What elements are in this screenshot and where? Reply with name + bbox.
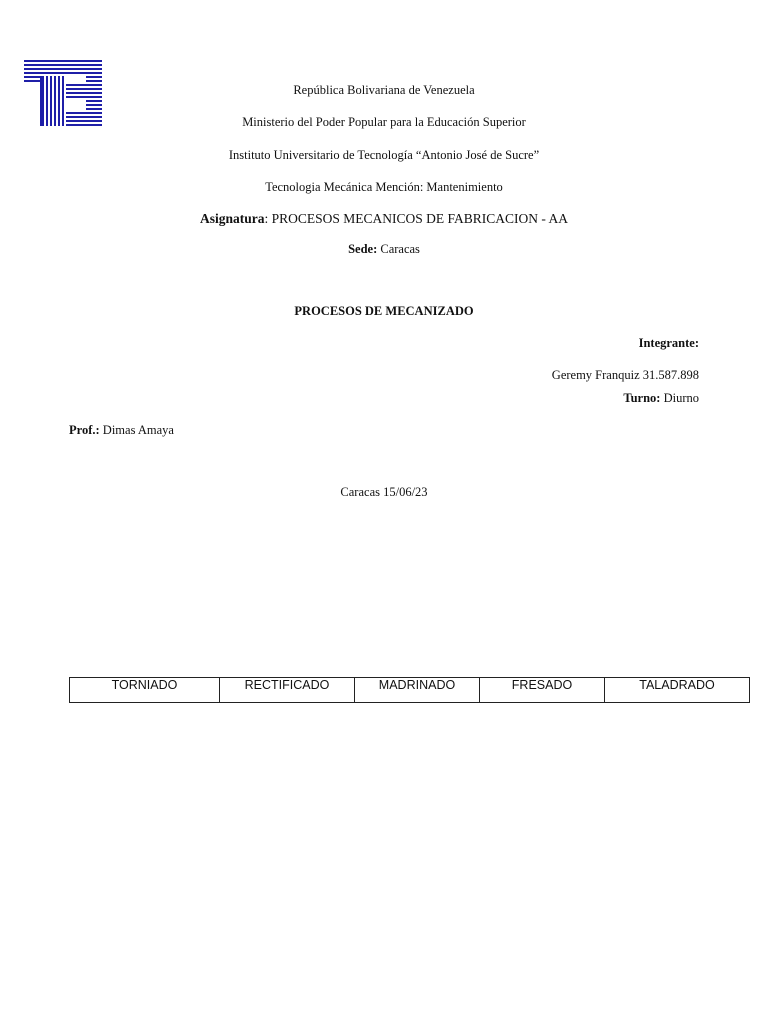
table-cell-madrinado: MADRINADO bbox=[355, 678, 480, 703]
document-title: PROCESOS DE MECANIZADO bbox=[294, 304, 474, 318]
sede-value: Caracas bbox=[377, 242, 420, 256]
table-cell-taladrado: TALADRADO bbox=[605, 678, 750, 703]
asignatura-line bbox=[0, 211, 768, 227]
integrante-name: Geremy Franquiz 31.587.898 bbox=[551, 368, 699, 382]
sede-label: Sede: bbox=[348, 242, 378, 256]
sede-line bbox=[0, 242, 768, 257]
table-cell-rectificado: RECTIFICADO bbox=[220, 678, 355, 703]
asignatura-value: : PROCESOS MECANICOS DE FABRICACION - AA bbox=[264, 211, 569, 226]
prof-label: Prof.: bbox=[69, 423, 100, 437]
header-country: República Bolivariana de Venezuela bbox=[293, 83, 475, 97]
header-institute: Instituto Universitario de Tecnología “Antonio José de Sucre” bbox=[228, 148, 540, 162]
table-row bbox=[70, 678, 750, 703]
turno-line bbox=[623, 391, 699, 406]
table-cell-fresado: FRESADO bbox=[480, 678, 605, 703]
date-line: Caracas 15/06/23 bbox=[340, 485, 428, 499]
turno-label: Turno: bbox=[623, 391, 661, 405]
processes-table bbox=[69, 677, 750, 703]
prof-line bbox=[69, 423, 174, 438]
table-cell-torniado: TORNIADO bbox=[70, 678, 220, 703]
header-program: Tecnologia Mecánica Mención: Mantenimiento bbox=[265, 180, 503, 194]
header-ministry: Ministerio del Poder Popular para la Educación Superior bbox=[242, 115, 526, 129]
asignatura-label: Asignatura bbox=[199, 211, 265, 226]
turno-value: Diurno bbox=[660, 391, 699, 405]
prof-value: Dimas Amaya bbox=[99, 423, 174, 437]
integrante-label: Integrante: bbox=[638, 336, 699, 350]
